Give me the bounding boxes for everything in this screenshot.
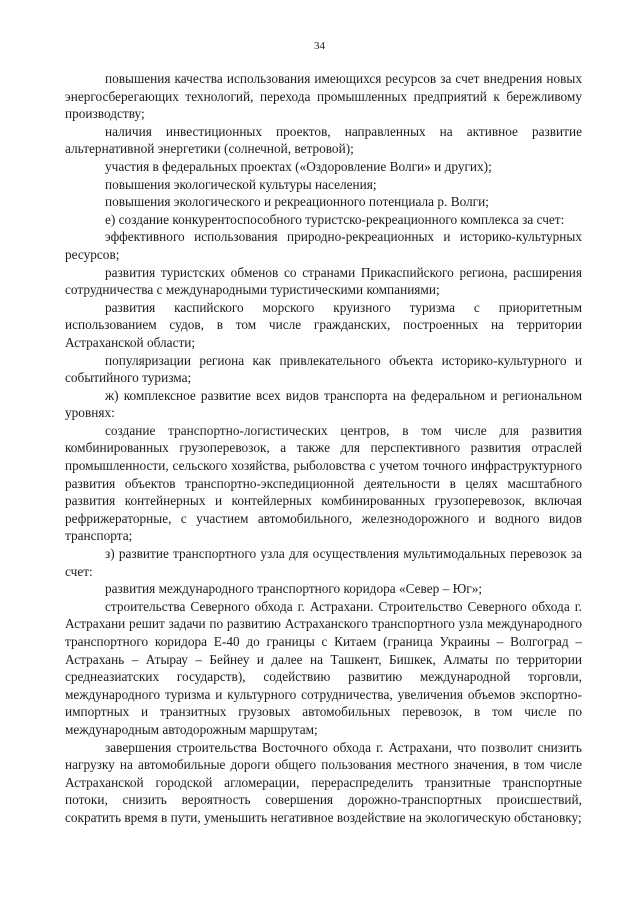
paragraph: развития туристских обменов со странами Прикаспийского региона, расширения сотрудничества с международными туристическими компаниями; [65,264,582,298]
paragraph: наличия инвестиционных проектов, направленных на активное развитие альтернативной энергетики (солнечной, ветровой); [65,123,582,157]
paragraph: повышения качества использования имеющихся ресурсов за счет внедрения новых энергосберегающих технологий, перехода промышленных предприятий к бережливому производству; [65,71,582,122]
paragraph: е) создание конкурентоспособного туристско-рекреационного комплекса за счет: [105,211,565,227]
document-body [65,70,582,827]
paragraph: повышения экологической культуры населения; [105,176,377,192]
paragraph: строительства Северного обхода г. Астрахани. Строительство Северного обхода г. Астрахани решит задачи по развитию Астраханского транспортного узла международного транспортного коридора Е-40 до границы с Китаем (граница Украины – Волгоград – Астрахань – Атырау – Бейнеу и далее на Ташкент, Бишкек, Алматы по территории среднеазиатских государств), содействию развитию международной торговли, международного туризма и культурного сотрудничества, увеличения объемов экспортно-импортных и транзитных грузовых автомобильных перевозок, в том числе по международным автодорожным маршрутам; [65,598,582,737]
paragraph: развития каспийского морского круизного туризма с приоритетным использованием судов, в том числе гражданских, построенных на территории Астраханской области; [65,299,582,350]
paragraph: з) развитие транспортного узла для осуществления мультимодальных перевозок за счет: [65,546,582,579]
paragraph: завершения строительства Восточного обхода г. Астрахани, что позволит снизить нагрузку на автомобильные дороги общего пользования местного значения, в том числе Астраханской городской агломерации, перераспределить транзитные транспортные потоки, снизить вероятность совершения дорожно-транспортных происшествий, сократить время в пути, уменьшить негативное воздействие на экологическую обстановку; [65,739,582,825]
paragraph: участия в федеральных проектах («Оздоровление Волги» и других); [105,158,492,174]
page-number: 34 [314,40,325,52]
paragraph: популяризации региона как привлекательного объекта историко-культурного и событийного туризма; [65,352,582,386]
paragraph: эффективного использования природно-рекреационных и историко-культурных ресурсов; [65,229,582,262]
paragraph: повышения экологического и рекреационного потенциала р. Волги; [105,194,489,210]
paragraph: создание транспортно-логистических центров, в том числе для развития комбинированных грузоперевозок, а также для перспективного развития отраслей промышленности, сельского хозяйства, рыболовства с учетом точного инфраструктурного развития объектов транспортно-экспедиционной деятельности в целях масштабного развития контейнерных и контейлерных комбинированных грузоперевозок, включая рефрижераторные, с участием автомобильного, железнодорожного и водного видов транспорта; [65,422,582,544]
paragraph: ж) комплексное развитие всех видов транспорта на федеральном и региональном уровнях: [65,387,582,421]
paragraph: развития международного транспортного коридора «Север – Юг»; [105,581,483,597]
